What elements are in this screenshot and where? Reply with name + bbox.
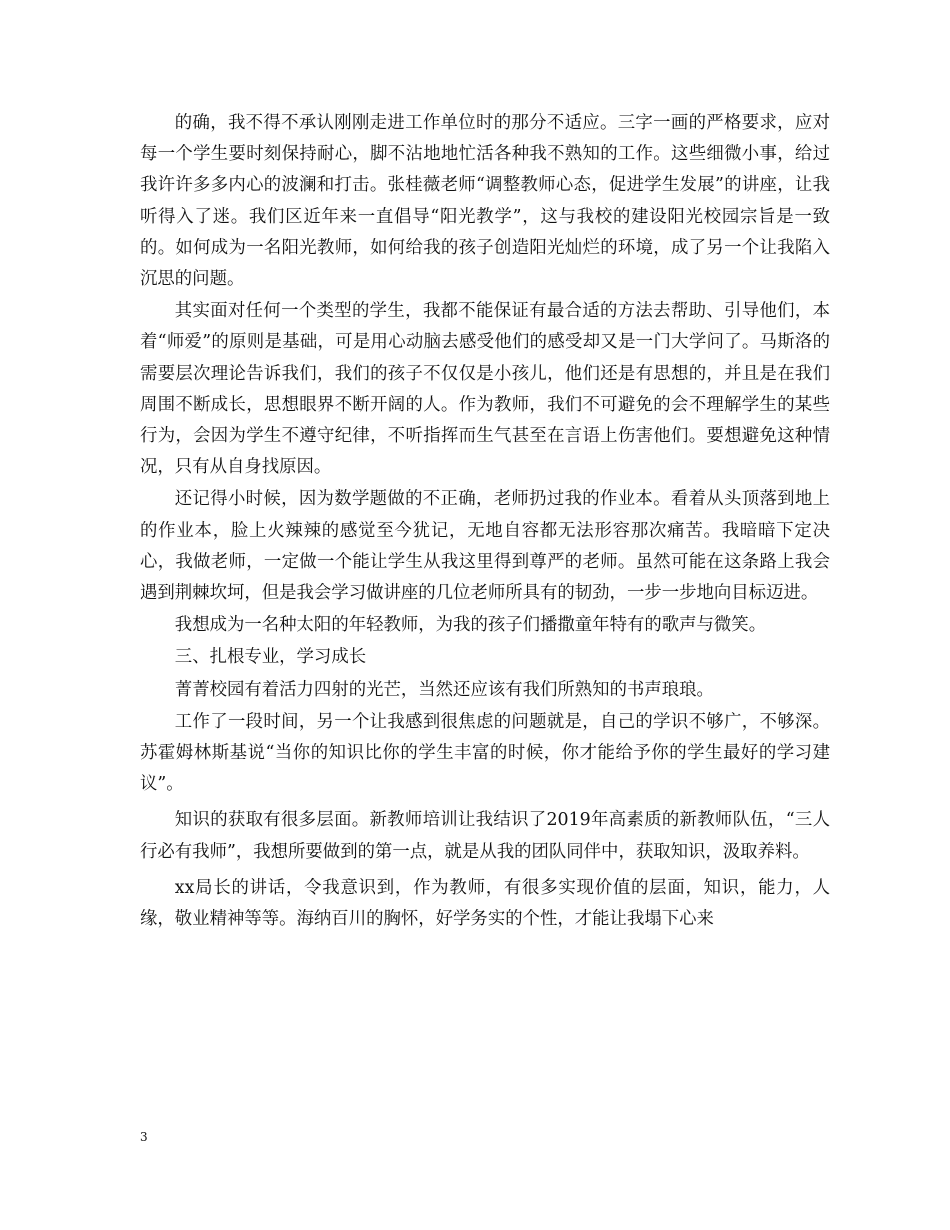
paragraph-7: 知识的获取有很多层面。新教师培训让我结识了2019年高素质的新教师队伍，“三人行必有我师”，我想所要做到的第一点，就是从我的团队同伴中，获取知识，汲取养料。 bbox=[140, 810, 830, 862]
document-body bbox=[140, 108, 830, 935]
paragraph-3: 还记得小时候，因为数学题做的不正确，老师扔过我的作业本。看着从头顶落到地上的作业本，脸上火辣辣的感觉至今犹记，无地自容都无法形容那次痛苦。我暗暗下定决心，我做老师，一定做一个能让学生从我这里得到尊严的老师。虽然可能在这条路上我会遇到荆棘坎坷，但是我会学习做讲座的几位老师所具有的韧劲，一步一步地向目标迈进。 bbox=[140, 489, 830, 604]
paragraph-8: xx局长的讲话，令我意识到，作为教师，有很多实现价值的层面，知识，能力，人缘，敬业精神等等。海纳百川的胸怀，好学务实的个性，才能让我塌下心来 bbox=[140, 877, 830, 930]
section-heading: 三、扎根专业，学习成长 bbox=[174, 647, 367, 668]
paragraph-5: 菁菁校园有着活力四射的光芒，当然还应该有我们所熟知的书声琅琅。 bbox=[174, 679, 714, 700]
paragraph-6: 工作了一段时间，另一个让我感到很焦虑的问题就是，自己的学识不够广，不够深。苏霍姆林斯基说“当你的知识比你的学生丰富的时候，你才能给予你的学生最好的学习建议”。 bbox=[140, 711, 830, 795]
paragraph-4: 我想成为一名种太阳的年轻教师，为我的孩子们播撒童年特有的歌声与微笑。 bbox=[174, 615, 767, 636]
paragraph-2: 其实面对任何一个类型的学生，我都不能保证有最合适的方法去帮助、引导他们，本着“师爱”的原则是基础，可是用心动脑去感受他们的感受却又是一门大学问了。马斯洛的需要层次理论告诉我们，我们的孩子不仅仅是小孩儿，他们还是有思想的，并且是在我们周围不断成长，思想眼界不断开阔的人。作为教师，我们不可避免的会不理解学生的某些行为，会因为学生不遵守纪律，不听指挥而生气甚至在言语上伤害他们。要想避免这种情况，只有从自身找原因。 bbox=[140, 301, 830, 478]
paragraph-1: 的确，我不得不承认刚刚走进工作单位时的那分不适应。三字一画的严格要求，应对每一个学生要时刻保持耐心，脚不沾地地忙活各种我不熟知的工作。这些细微小事，给过我许许多多内心的波澜和打击。张桂薇老师“调整教师心态，促进学生发展”的讲座，让我听得入了迷。我们区近年来一直倡导“阳光教学”，这与我校的建设阳光校园宗旨是一致的。如何成为一名阳光教师，如何给我的孩子创造阳光灿烂的环境，成了另一个让我陷入沉思的问题。 bbox=[140, 113, 830, 290]
page-number: 3 bbox=[140, 1130, 148, 1144]
